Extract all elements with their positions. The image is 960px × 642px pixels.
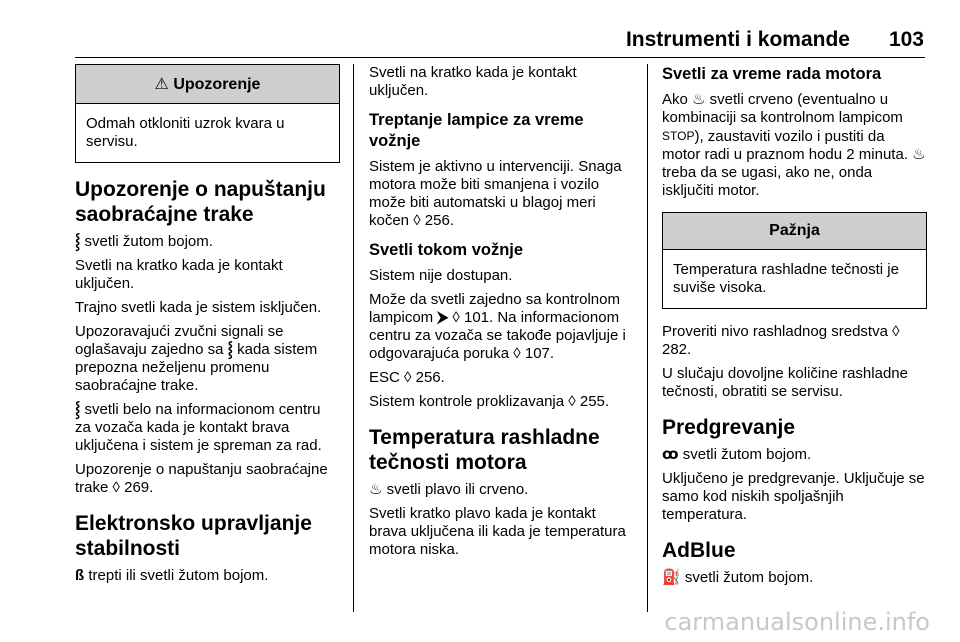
warning-body: Odmah otkloniti uzrok kvara u servisu. — [86, 115, 285, 150]
page-ref-icon: ◊ — [892, 323, 900, 340]
lane-departure-icon: ⸾ — [75, 233, 81, 250]
heading-lane-departure: Upozorenje o napuštanju saobraćajne trake — [75, 178, 326, 226]
page-ref-icon: ◊ — [452, 309, 460, 326]
heading-coolant-temperature: Temperatura rashladne tečnosti motora — [369, 426, 600, 474]
page-header — [0, 0, 960, 56]
caution-body: Temperatura rashladne tečnosti je suviše visoka. — [673, 261, 899, 296]
coolant-temperature-icon: ♨ — [692, 91, 706, 108]
page-ref-icon: ◊ — [568, 393, 576, 410]
steering-warning-icon: ⮞ — [437, 309, 449, 326]
section-title: Instrumenti i komande — [625, 28, 850, 51]
heading-adblue: AdBlue — [662, 539, 736, 562]
column-divider — [353, 64, 354, 612]
heading-while-driving: Svetli tokom vožnje — [369, 241, 524, 259]
heading-flashing: Treptanje lampice za vreme vožnje — [369, 111, 584, 150]
column-left: ⚠ Upozorenje Odmah otkloniti uzrok kvara u servisu. Upozorenje o napuštanju saobraćajne trake ⸾ svetli žutom bojom. Svetli na kratko kada je kontakt uključen. Trajno svetli kada je sistem isključen. Upozoravajući zvučni signali se oglašavaju zajedno sa ⸾ kada sistem prepozna neželjenu promenu saobraćajne trake. ⸾ svetli belo na informacionom centru za vozača kada je kontakt brava uključena i sistem je spreman za rad. Upozorenje o napuštanju saobraćajne trake ◊ 269. Elektronsko upravljanje stabilnosti ß trepti ili svetli žutom bojom. — [75, 64, 340, 591]
heading-preheating: Predgrevanje — [662, 416, 796, 439]
adblue-icon: ⛽ — [662, 569, 681, 586]
watermark: carmanualsonline.info — [664, 608, 930, 636]
heading-engine-running: Svetli za vreme rada motora — [662, 65, 882, 83]
caution-title: Pažnja — [663, 213, 926, 250]
lane-departure-icon: ⸾ — [75, 401, 81, 418]
column-divider — [647, 64, 648, 612]
heading-esc: Elektronsko upravljanje stabilnosti — [75, 512, 312, 560]
page-ref-icon: ◊ — [404, 369, 412, 386]
page-ref-icon: ◊ — [413, 212, 421, 229]
stop-icon: STOP — [662, 129, 695, 143]
header-rule — [75, 57, 925, 58]
warning-triangle-icon: ⚠ — [154, 76, 169, 93]
column-right: Svetli za vreme rada motora Ako ♨ svetli crveno (eventualno u kombinaciji sa kontrolnom lampicom STOP), zaustaviti vozilo i pustiti da motor radi u praznom hodu 2 minuta. ♨ treba da se ugasi, ako ne, onda isključiti motor. Pažnja Temperatura rashladne tečnosti je suviše visoka. Proveriti nivo rashladnog sredstva ◊ 282. U slučaju dovoljne količine rashladne tečnosti, obratiti se servisu. Predgrevanje ꝏ svetli žutom bojom. Uključeno je predgrevanje. Uključuje se samo kod niskih spoljašnjih temperatura. AdBlue ⛽ svetli žutom bojom. — [662, 65, 926, 586]
coolant-temperature-icon: ♨ — [369, 481, 383, 498]
coolant-temperature-icon: ♨ — [912, 146, 926, 163]
lane-departure-icon: ⸾ — [227, 341, 233, 358]
warning-title: Upozorenje — [173, 76, 261, 93]
page-ref-icon: ◊ — [513, 345, 521, 362]
caution-box — [662, 212, 927, 309]
warning-box — [75, 64, 340, 163]
esc-skid-icon: ß — [75, 567, 85, 584]
page-ref-icon: ◊ — [112, 479, 120, 496]
page-number: 103 — [888, 28, 924, 51]
glow-plug-icon: ꝏ — [662, 446, 679, 463]
column-middle: Svetli na kratko kada je kontakt uključen. Treptanje lampice za vreme vožnje Sistem je aktivno u intervenciji. Snaga motora može biti smanjena i vozilo može biti automatski u blagoj meri kočen ◊ 256. Svetli tokom vožnje Sistem nije dostupan. Može da svetli zajedno sa kontrolnom lampicom ⮞ ◊ 101. Na informacionom centru za vozača se takođe pojavljuje i odgovarajuća poruka ◊ 107. ESC ◊ 256. Sistem kontrole proklizavanja ◊ 255. Temperatura rashladne tečnosti motora ♨ svetli plavo ili crveno. Svetli kratko plavo kada je kontakt brava uključena ili kada je temperatura motora niska. — [369, 64, 634, 565]
